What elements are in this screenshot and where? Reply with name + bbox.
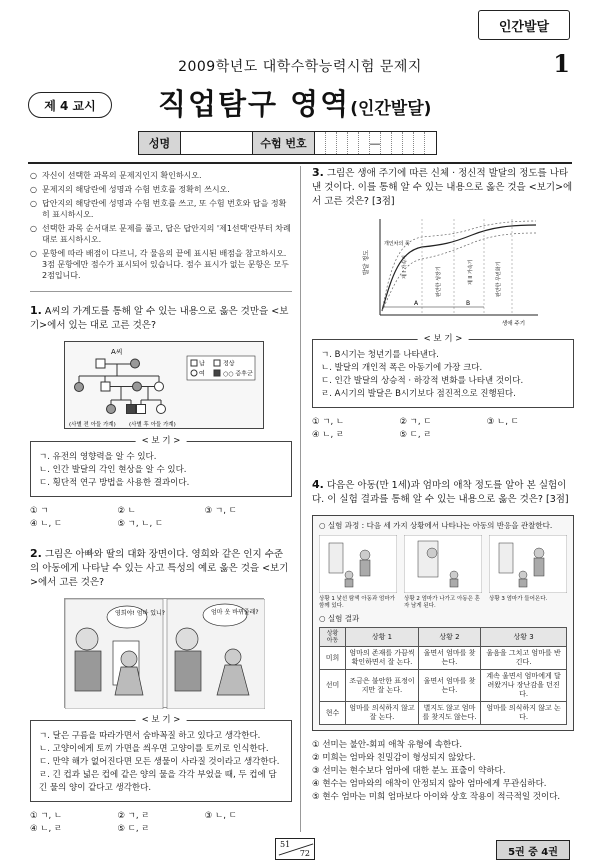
caption-right: (사별 후 아들 가계) xyxy=(129,422,176,428)
question-number: 3. xyxy=(312,166,324,179)
left-column xyxy=(30,170,292,836)
subject-main: 직업탐구 영역 xyxy=(158,87,351,121)
bubble-dad: 영희야! 엄마 있니? xyxy=(115,610,165,617)
question-text: 그림은 아빠와 딸의 대화 장면이다. 영희와 같은 인지 수준의 아동에게 나타날 수 있는 사고 특성의 예로 옳은 것을 <보기>에서 고른 것은? xyxy=(30,549,289,588)
table-row xyxy=(320,702,567,725)
table-row xyxy=(320,670,567,702)
exam-number-cell[interactable] xyxy=(414,132,425,154)
bogi-item: ㄹ. A시기의 발달은 B시기보다 점진적으로 진행된다. xyxy=(321,389,516,399)
question-3 xyxy=(312,166,574,209)
bogi-item: ㄱ. 달은 구름을 따라가면서 숨바꼭질 하고 있다고 생각한다. xyxy=(39,731,261,741)
choice-5[interactable]: ⑤ ㄷ, ㄹ xyxy=(399,430,432,440)
bogi-box xyxy=(30,436,292,497)
exam-title: 2009학년도 대학수학능력시험 문제지 xyxy=(178,59,422,75)
table-cell: 선미 xyxy=(320,670,346,702)
choice-1[interactable]: ① ㄱ, ㄴ xyxy=(312,417,345,427)
bogi-head: < 보 기 > xyxy=(418,333,469,346)
choice-2[interactable]: ② ㄱ, ㄷ xyxy=(399,417,432,427)
choice-4[interactable]: ④ ㄴ, ㄹ xyxy=(30,824,63,834)
person-label: A씨 xyxy=(111,348,123,356)
q4-options xyxy=(312,739,574,804)
scene-illustration xyxy=(319,535,397,593)
table-cell: 울면서 엄마를 찾는다. xyxy=(418,670,480,702)
exam-number-cell[interactable] xyxy=(315,132,326,154)
question-number: 2. xyxy=(30,547,42,560)
period-badge: 제 4 교시 xyxy=(28,92,112,118)
graph-label: 제 II 가속기 xyxy=(468,259,474,285)
scene-illustration xyxy=(404,535,482,593)
scene-2 xyxy=(404,535,482,610)
page-counter-total: 72 xyxy=(299,849,310,858)
exam-number-cell[interactable] xyxy=(381,132,392,154)
table-header-row xyxy=(320,628,567,647)
question-text: 다음은 아동(만 1세)과 엄마의 애착 정도를 알아 본 실험이다. 이 실험 결과를 통해 알 수 있는 내용으로 옳은 것은? [3점] xyxy=(312,480,569,505)
scene-row xyxy=(319,535,567,610)
choice-3[interactable]: ③ ㄴ, ㄷ xyxy=(204,811,237,821)
scene-caption: 상황 2 엄마가 나가고 아동은 혼자 남게 된다. xyxy=(404,596,480,609)
table-cell: 엄마의 존재를 가끔씩 확인하면서 잘 논다. xyxy=(346,647,419,670)
option-3[interactable]: ③ 선미는 현수보다 엄마에 대한 분노 표출이 약하다. xyxy=(312,766,506,776)
exam-number-cell[interactable] xyxy=(326,132,337,154)
cartoon-figure xyxy=(64,598,264,708)
question-2 xyxy=(30,547,292,590)
corner-bottom: 아동 xyxy=(326,637,339,644)
bogi-box xyxy=(30,715,292,802)
table-cell: 미희 xyxy=(320,647,346,670)
experiment-box xyxy=(312,515,574,731)
table-cell: 엄마를 의식하지 않고 논다. xyxy=(481,702,567,725)
table-cell: 별지도 않고 엄마를 찾지도 않는다. xyxy=(418,702,480,725)
notice-item: ○ 자신이 선택한 과목의 문제지인지 확인하시오. xyxy=(30,170,292,181)
volume-badge: 5권 중 4권 xyxy=(496,840,570,860)
table-header: 상황 2 xyxy=(418,628,480,647)
name-label: 성명 xyxy=(139,132,181,154)
notice-item: ○ 문항에 따라 배점이 다르니, 각 물음의 끝에 표시된 배점을 참고하시오. 3점 문항에만 점수가 표시되어 있습니다. 점수 표시가 없는 문항은 모두 2점입니다. xyxy=(30,248,292,281)
development-graph xyxy=(362,215,542,327)
bogi-item: ㄷ. 만약 해가 없어진다면 모든 생물이 사라질 것이라고 생각한다. xyxy=(39,757,280,767)
exam-number-cell[interactable] xyxy=(359,132,370,154)
development-curve xyxy=(362,215,542,327)
legend-syndrome: ○○ 증후군 xyxy=(223,370,253,378)
question-text: 그림은 생애 주기에 따른 신체 · 정신적 발달의 정도를 나타낸 것이다. 이를 통해 알 수 있는 내용으로 옳은 것을 <보기>에서 고른 것은? [3점] xyxy=(312,168,573,207)
range-b: B xyxy=(466,300,471,307)
table-header: 상황 3 xyxy=(481,628,567,647)
choice-4[interactable]: ④ ㄴ, ㄷ xyxy=(30,519,63,529)
legend-male: 남 xyxy=(199,360,205,368)
choice-5[interactable]: ⑤ ㄱ, ㄴ, ㄷ xyxy=(117,519,164,529)
question-number: 4. xyxy=(312,478,324,491)
page-counter-current: 51 xyxy=(280,840,291,849)
bogi-item: ㄱ. B시기는 청년기를 나타낸다. xyxy=(321,350,439,360)
subject-title xyxy=(158,82,431,123)
bogi-head: < 보 기 > xyxy=(136,714,187,727)
option-2[interactable]: ② 미희는 엄마와 친밀감이 형성되지 않았다. xyxy=(312,753,476,763)
exam-number-cell[interactable] xyxy=(337,132,348,154)
exam-number-cell[interactable] xyxy=(392,132,403,154)
legend-normal: 정상 xyxy=(223,360,235,368)
exam-number-cell[interactable] xyxy=(425,132,436,154)
answer-choices xyxy=(30,810,292,836)
bogi-item: ㄴ. 인간 발달의 각인 현상을 알 수 있다. xyxy=(39,465,187,475)
question-number: 1. xyxy=(30,304,42,317)
answer-choices xyxy=(30,505,292,531)
legend-female: 여 xyxy=(199,370,205,378)
bogi-item: ㄷ. 인간 발달의 상승적 · 하강적 변화를 나타낸 것이다. xyxy=(321,376,524,386)
process-label: ○ 실험 과정 : 다음 세 가지 상황에서 나타나는 아동의 반응을 관찰한다. xyxy=(319,521,553,530)
column-divider xyxy=(300,166,301,832)
family-tree-figure xyxy=(64,341,264,429)
subject-paren: (인간발달) xyxy=(350,99,432,119)
bogi-box xyxy=(312,334,574,408)
graph-label: 개인차의 폭 xyxy=(384,241,410,247)
table-corner xyxy=(320,628,346,647)
bogi-item: ㄴ. 고양이에게 토끼 가면을 씌우면 고양이를 토끼로 인식한다. xyxy=(39,744,269,754)
name-field[interactable] xyxy=(181,132,253,154)
result-label: ○ 실험 결과 xyxy=(319,614,360,623)
graph-label: 완만한 성장기 xyxy=(436,266,442,297)
option-1[interactable]: ① 선미는 불안-회피 애착 유형에 속한다. xyxy=(312,740,463,750)
notice-rule xyxy=(30,291,292,292)
choice-2[interactable]: ② ㄴ xyxy=(117,506,136,516)
exam-number-cell[interactable] xyxy=(348,132,359,154)
graph-xlabel: 생애 주기 xyxy=(502,321,526,327)
page-counter xyxy=(275,838,315,860)
subject-tag: 인간발달 xyxy=(478,10,570,40)
cartoon-illustration xyxy=(65,599,265,709)
corner-top: 상황 xyxy=(326,630,339,637)
answer-choices xyxy=(312,416,574,442)
graph-label: 제 I 가속기 xyxy=(402,255,408,279)
choice-4[interactable]: ④ ㄴ, ㄹ xyxy=(312,430,345,440)
question-text: A씨의 가계도를 통해 알 수 있는 내용으로 옳은 것만을 <보기>에서 있는 대로 고른 것은? xyxy=(30,306,289,331)
question-4 xyxy=(312,478,574,507)
table-cell: 엄마를 의식하지 않고 잘 논다. xyxy=(346,702,419,725)
scene-caption: 상황 1 낯선 탐색 아동과 엄마가 함께 있다. xyxy=(319,596,395,609)
bogi-item: ㄹ. 긴 컵과 넓은 컵에 같은 양의 물을 각각 부었을 때, 두 컵에 담긴 물의 양이 같다고 생각한다. xyxy=(39,770,277,793)
notice-item: ○ 문제지의 해당란에 성명과 수험 번호를 정확히 쓰시오. xyxy=(30,184,292,195)
option-4[interactable]: ④ 현수는 엄마와의 애착이 안정되지 않아 엄마에게 무관심하다. xyxy=(312,779,547,789)
scene-caption: 상황 3 엄마가 들어온다. xyxy=(489,596,548,602)
option-5[interactable]: ⑤ 현수 엄마는 미희 엄마보다 아이와 상호 작용이 적극적일 것이다. xyxy=(312,792,561,802)
choice-1[interactable]: ① ㄱ, ㄴ xyxy=(30,811,63,821)
choice-1[interactable]: ① ㄱ xyxy=(30,506,49,516)
name-exam-box xyxy=(138,131,437,155)
choice-2[interactable]: ② ㄱ, ㄹ xyxy=(117,811,150,821)
choice-3[interactable]: ③ ㄱ, ㄷ xyxy=(204,506,237,516)
notice-list xyxy=(30,170,292,281)
header-rule xyxy=(28,162,572,164)
table-cell: 조금은 불안한 표정이지만 잘 논다. xyxy=(346,670,419,702)
table-header: 상황 1 xyxy=(346,628,419,647)
notice-item: ○ 선택한 과목 순서대로 문제를 풀고, 답은 답안지의 '제1선택'란부터 차례대로 표시하시오. xyxy=(30,223,292,245)
bogi-head: < 보 기 > xyxy=(136,435,187,448)
question-1 xyxy=(30,304,292,333)
scene-3 xyxy=(489,535,567,610)
table-cell: 울음을 그치고 엄마를 반긴다. xyxy=(481,647,567,670)
graph-ylabel: 발달 정도 xyxy=(363,249,370,275)
scene-1 xyxy=(319,535,397,610)
right-column xyxy=(312,166,574,804)
bogi-item: ㄴ. 발달의 개인적 폭은 아동기에 가장 크다. xyxy=(321,363,483,373)
table-cell: 현수 xyxy=(320,702,346,725)
exam-number-cell[interactable] xyxy=(403,132,414,154)
scene-illustration xyxy=(489,535,567,593)
table-cell: 울면서 엄마를 찾는다. xyxy=(418,647,480,670)
choice-5[interactable]: ⑤ ㄷ, ㄹ xyxy=(117,824,150,834)
bogi-item: ㄱ. 유전의 영향력을 알 수 있다. xyxy=(39,452,157,462)
graph-label: 완만한 무변화기 xyxy=(496,261,502,297)
exam-number-label: 수험 번호 xyxy=(253,132,315,154)
table-row xyxy=(320,647,567,670)
exam-number-dash: — xyxy=(370,132,381,154)
result-table xyxy=(319,627,567,725)
page-number: 1 xyxy=(553,49,570,78)
bogi-item: ㄷ. 횡단적 연구 방법을 사용한 결과이다. xyxy=(39,478,190,488)
table-cell: 계속 울면서 엄마에게 달려왔거나 장난감을 던진다. xyxy=(481,670,567,702)
family-tree-diagram xyxy=(65,342,265,430)
range-a: A xyxy=(414,300,419,307)
caption-left: (사별 전 아들 가계) xyxy=(69,422,116,428)
notice-item: ○ 답안지의 해당란에 성명과 수험 번호를 쓰고, 또 수험 번호와 답을 정확히 표시하시오. xyxy=(30,198,292,220)
choice-3[interactable]: ③ ㄴ, ㄷ xyxy=(486,417,519,427)
bubble-girl: 엄마 옷 바뀌줄래? xyxy=(211,609,259,616)
